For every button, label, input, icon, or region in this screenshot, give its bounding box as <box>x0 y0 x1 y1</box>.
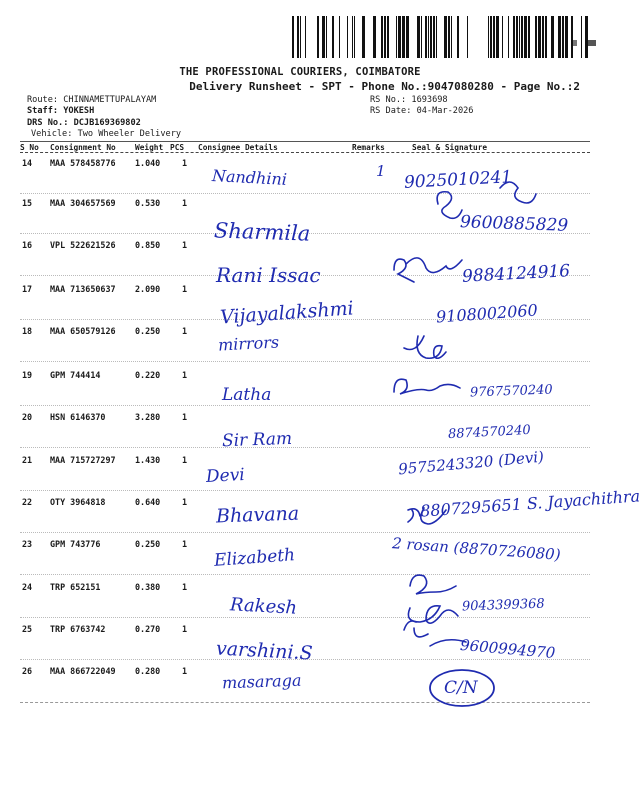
sno-cell: 15 <box>22 198 33 208</box>
signature-phone: 9025010241 <box>403 167 513 193</box>
consignee-handwriting: Latha <box>222 385 272 405</box>
barcode-bar <box>352 16 353 58</box>
barcode-bar <box>332 16 334 58</box>
barcode-bar <box>585 16 588 58</box>
pcs-cell: 1 <box>182 326 188 336</box>
barcode-bar <box>558 16 561 58</box>
consignee-handwriting: Nandhini <box>211 166 288 189</box>
barcode-bar <box>521 16 523 58</box>
barcode-bar <box>496 16 499 58</box>
sno-cell: 24 <box>22 582 33 592</box>
barcode-bar <box>581 16 582 58</box>
consignee-handwriting: masaraga <box>221 670 302 693</box>
weight-cell: 3.280 <box>135 412 161 422</box>
weight-cell: 0.640 <box>135 497 161 507</box>
pcs-cell: 1 <box>182 412 188 422</box>
consignee-handwriting: varshini.S <box>215 637 314 665</box>
staff-label: Staff: YOKESH <box>27 106 95 116</box>
signature-mark <box>430 640 466 646</box>
pcs-cell: 1 <box>182 582 188 592</box>
weight-cell: 2.090 <box>135 284 161 294</box>
pcs-cell: 1 <box>182 284 188 294</box>
pcs-cell: 1 <box>182 666 188 676</box>
rs-date-label: RS Date: 04-Mar-2026 <box>370 106 474 116</box>
consignment-cell: GPM 744414 <box>50 370 101 380</box>
signature-mark <box>404 336 446 358</box>
weight-cell: 0.220 <box>135 370 161 380</box>
barcode-bar <box>398 16 401 58</box>
barcode-bar <box>396 16 397 58</box>
barcode-bar <box>406 16 409 58</box>
signature-mark <box>394 379 460 394</box>
col-weight: Weight <box>135 143 164 152</box>
sno-cell: 14 <box>22 158 33 168</box>
barcode-bar <box>297 16 299 58</box>
consignment-cell: VPL 522621526 <box>50 240 116 250</box>
barcode-bar <box>387 16 389 58</box>
signature-scribbles <box>380 160 590 720</box>
signature-phone: 9767570240 <box>469 382 553 401</box>
scan-mark <box>573 40 577 46</box>
drs-label: DRS No.: DCJB169369802 <box>27 118 141 128</box>
pcs-cell: 1 <box>182 240 188 250</box>
signature-mark <box>408 509 420 522</box>
consignee-handwriting: Elizabeth <box>213 545 296 571</box>
consignment-cell: TRP 6763742 <box>50 624 106 634</box>
runsheet-subtitle <box>0 80 580 93</box>
consignee-handwriting: Rakesh <box>229 594 298 619</box>
pcs-cell: 1 <box>182 370 188 380</box>
weight-cell: 0.530 <box>135 198 161 208</box>
pcs-cell: 1 <box>182 624 188 634</box>
barcode-bar <box>524 16 527 58</box>
weight-cell: 1.040 <box>135 158 161 168</box>
pcs-cell: 1 <box>182 539 188 549</box>
barcode-bar <box>317 16 319 58</box>
signature-phone: 9043399368 <box>461 596 545 615</box>
col-sno: S No <box>20 143 39 152</box>
signature-phone: C/N <box>444 678 478 698</box>
consignment-cell: OTY 3964818 <box>50 497 106 507</box>
sno-cell: 21 <box>22 455 33 465</box>
signature-mark <box>404 621 428 637</box>
signature-mark <box>394 258 462 282</box>
consignment-cell: MAA 713650637 <box>50 284 116 294</box>
signature-mark <box>421 508 446 524</box>
sno-cell: 17 <box>22 284 33 294</box>
signature-phone: 8874570240 <box>447 422 532 443</box>
sno-cell: 26 <box>22 666 33 676</box>
barcode-bar <box>300 16 301 58</box>
pcs-cell: 1 <box>182 455 188 465</box>
barcode-bar <box>565 16 568 58</box>
barcode-bar <box>428 16 429 58</box>
barcode-bar <box>467 16 468 58</box>
sno-cell: 16 <box>22 240 33 250</box>
consignment-cell: GPM 743776 <box>50 539 101 549</box>
barcode-bar <box>535 16 537 58</box>
signature-mark <box>408 606 458 623</box>
header-rule <box>20 141 590 142</box>
cn-oval <box>430 670 494 706</box>
sno-cell: 19 <box>22 370 33 380</box>
barcode-bar <box>502 16 503 58</box>
weight-cell: 0.270 <box>135 624 161 634</box>
barcode-bar <box>508 16 509 58</box>
consignee-handwriting: Devi <box>205 465 246 487</box>
remarks-handwriting: 1 <box>376 162 386 180</box>
barcode-bar <box>457 16 459 58</box>
barcode-bar <box>519 16 520 58</box>
runsheet-subtitle-text: Delivery Runsheet - SPT - Phone No.:9047080280 - Page No.:2 <box>189 80 580 93</box>
barcode-bar <box>545 16 547 58</box>
barcode-bar <box>421 16 422 58</box>
col-signature: Seal & Signature <box>412 143 488 152</box>
barcode-bar <box>488 16 489 58</box>
consignee-handwriting: Vijayalakshmi <box>219 297 355 329</box>
col-pcs: PCS <box>170 143 185 152</box>
signature-mark <box>410 575 456 594</box>
weight-cell: 0.250 <box>135 539 161 549</box>
route-label: Route: CHINNAMETTUPALAYAM <box>27 95 157 105</box>
consignment-cell: MAA 650579126 <box>50 326 116 336</box>
rs-no-label: RS No.: 1693698 <box>370 95 448 105</box>
consignment-cell: MAA 304657569 <box>50 198 116 208</box>
consignee-handwriting: Sir Ram <box>221 428 293 452</box>
barcode-bar <box>562 16 564 58</box>
barcode-bar <box>305 16 306 58</box>
scan-mark <box>588 40 596 46</box>
signature-phone: 9108002060 <box>435 300 539 327</box>
weight-cell: 1.430 <box>135 455 161 465</box>
weight-cell: 0.280 <box>135 666 161 676</box>
weight-cell: 0.250 <box>135 326 161 336</box>
sno-cell: 25 <box>22 624 33 634</box>
signature-mark <box>500 182 536 203</box>
barcode-bar <box>451 16 452 58</box>
vehicle-label: Vehicle: Two Wheeler Delivery <box>31 129 182 139</box>
pcs-cell: 1 <box>182 198 188 208</box>
sno-cell: 23 <box>22 539 33 549</box>
signature-phone: 9600994970 <box>459 635 557 663</box>
barcode-bar <box>402 16 405 58</box>
barcode-bar <box>551 16 554 58</box>
barcode-bar <box>542 16 544 58</box>
weight-cell: 0.380 <box>135 582 161 592</box>
consignment-cell: HSN 6146370 <box>50 412 106 422</box>
barcode-bar <box>444 16 447 58</box>
sno-cell: 18 <box>22 326 33 336</box>
barcode-bar <box>493 16 495 58</box>
barcode-bar <box>384 16 386 58</box>
barcode-bar <box>571 16 573 58</box>
signature-mark <box>437 192 462 219</box>
signature-phone: 9575243320 (Devi) <box>397 447 545 479</box>
barcode-bar <box>513 16 515 58</box>
consignment-cell: MAA 866722049 <box>50 666 116 676</box>
barcode-bar <box>436 16 437 58</box>
barcode-bar <box>490 16 492 58</box>
header-rule <box>20 152 590 153</box>
sno-cell: 20 <box>22 412 33 422</box>
barcode-bar <box>339 16 340 58</box>
consignment-cell: TRP 652151 <box>50 582 101 592</box>
consignee-handwriting: mirrors <box>217 332 280 355</box>
col-consignee: Consignee Details <box>198 143 278 152</box>
consignee-handwriting: Bhavana <box>215 502 300 528</box>
pcs-cell: 1 <box>182 497 188 507</box>
barcode-bar <box>425 16 427 58</box>
signature-phone: 8807295651 S. Jayachithra <box>419 486 641 521</box>
consignment-cell: MAA 715727297 <box>50 455 116 465</box>
col-consignment: Consignment No <box>50 143 116 152</box>
barcode-bar <box>292 16 294 58</box>
barcode-bar <box>381 16 383 58</box>
barcode-bar <box>430 16 432 58</box>
barcode-bar <box>326 16 327 58</box>
signature-phone: 9884124916 <box>461 261 571 287</box>
barcode-bar <box>433 16 435 58</box>
barcode-bar <box>516 16 518 58</box>
company-title: THE PROFESSIONAL COURIERS, COIMBATORE <box>179 66 421 78</box>
barcode-bar <box>417 16 420 58</box>
barcode-bar <box>373 16 376 58</box>
barcode-bar <box>322 16 325 58</box>
pcs-cell: 1 <box>182 158 188 168</box>
barcode-bar <box>354 16 355 58</box>
consignee-handwriting: Rani Issac <box>216 263 321 287</box>
consignee-handwriting: Sharmila <box>213 218 311 246</box>
barcode-bar <box>347 16 348 58</box>
barcode-bar <box>528 16 530 58</box>
barcode-bar <box>538 16 541 58</box>
signature-phone: 9600885829 <box>459 212 569 236</box>
col-remarks: Remarks <box>352 143 385 152</box>
barcode-bar <box>448 16 450 58</box>
consignment-cell: MAA 578458776 <box>50 158 116 168</box>
signature-phone: 2 rosan (8870726080) <box>391 534 562 564</box>
barcode-image <box>292 16 592 58</box>
weight-cell: 0.850 <box>135 240 161 250</box>
barcode-bar <box>362 16 365 58</box>
sno-cell: 22 <box>22 497 33 507</box>
